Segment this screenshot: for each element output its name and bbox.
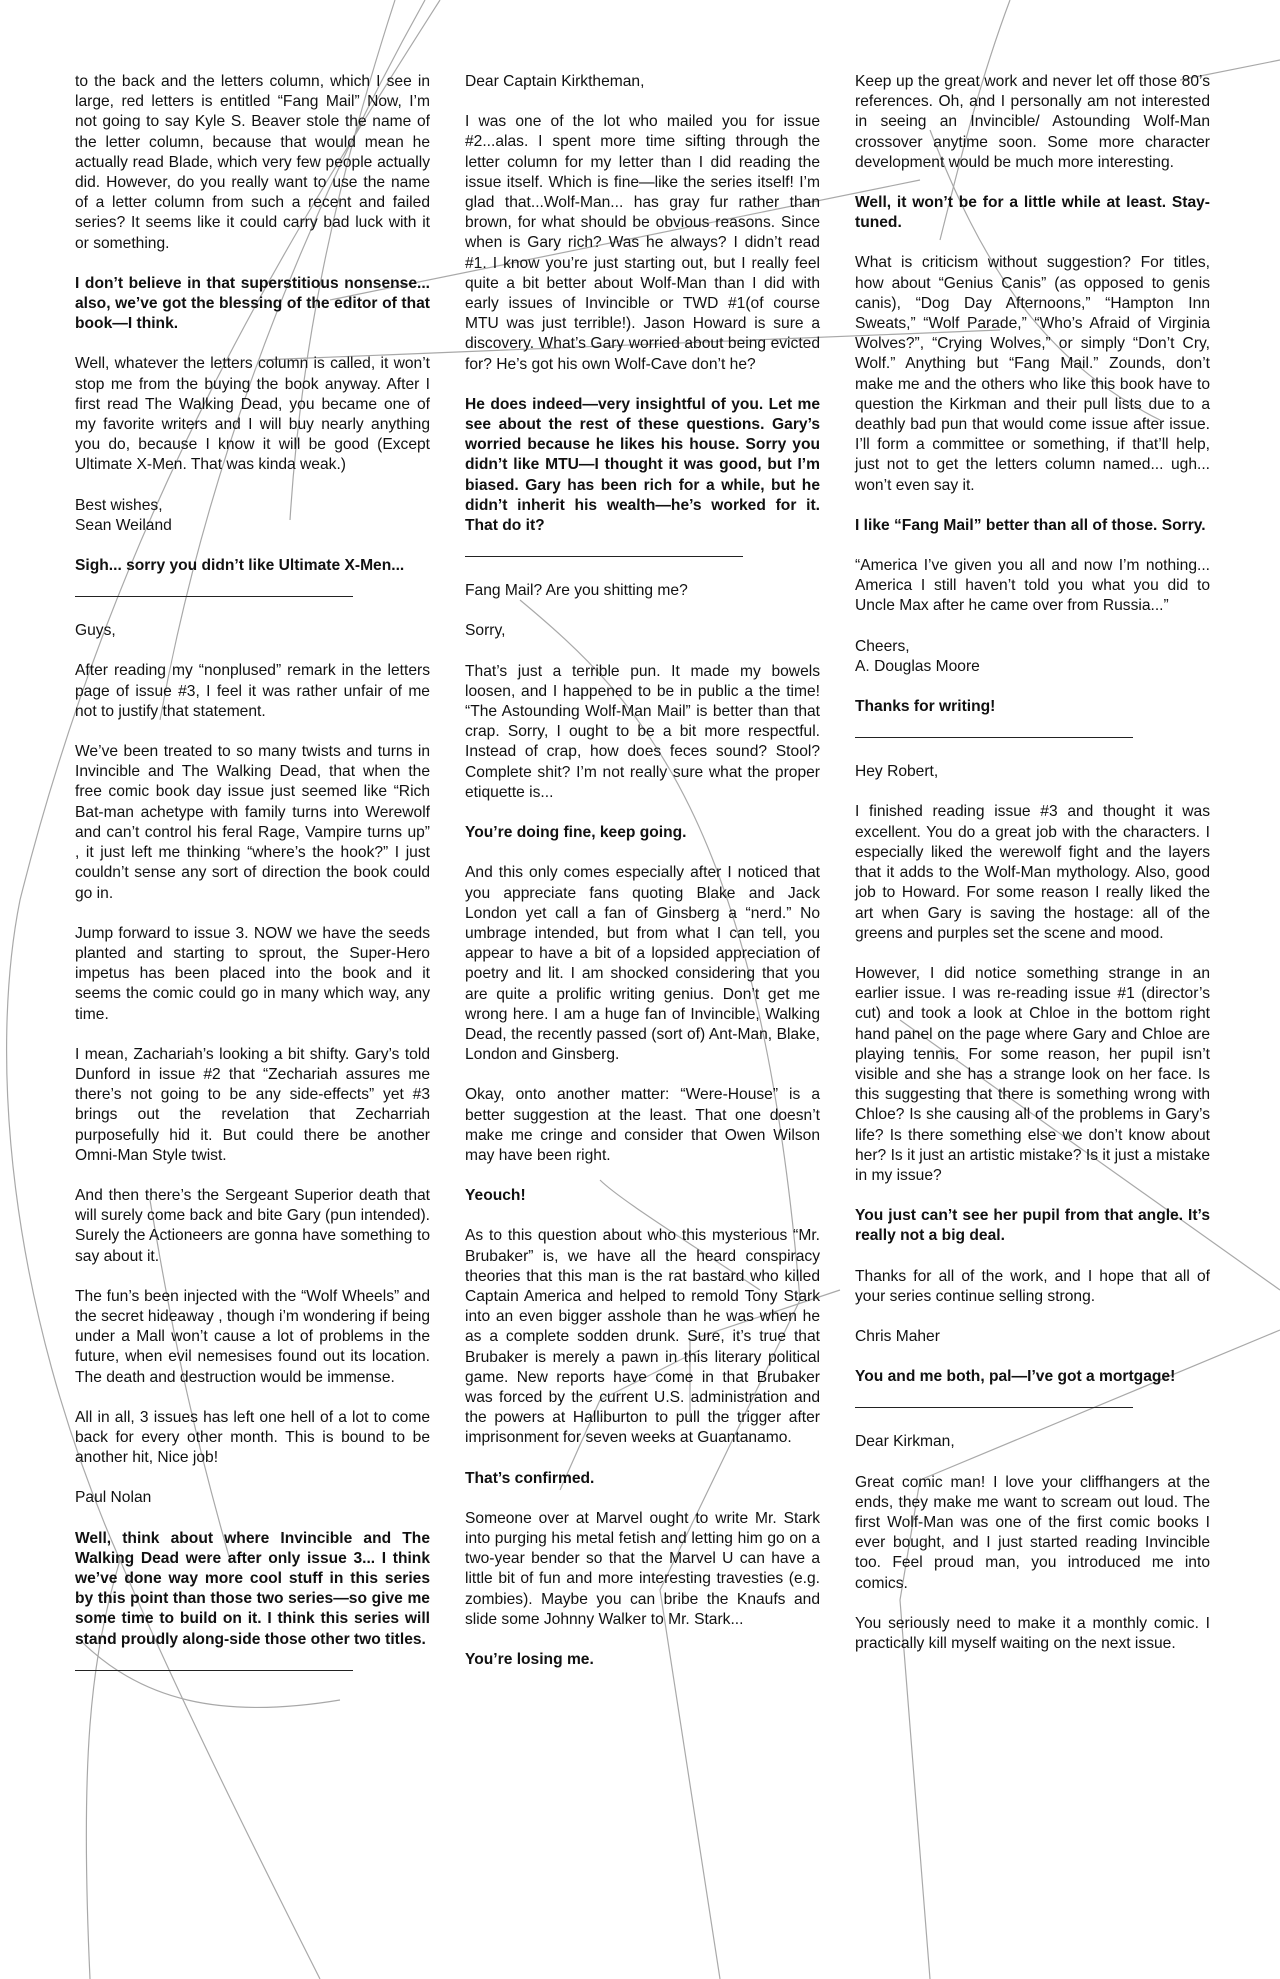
editor-reply: I don’t believe in that superstitious nonsense... also, we’ve got the blessing of the editor of that book—I think.	[75, 274, 430, 333]
letter-paragraph: What is criticism without suggestion? For titles, how about “Genius Canis” (as opposed to genis canis), “Dog Day Afternoons,” “Hampton Inn Sweats,” “Wolf Parade,” “Who’s Afraid of Virginia Wolves?”, “Crying Wolves,” or simply “Don’t Cry, Wolf.” Anything but “Fang Mail.” Zounds, don’t make me and the others who like this book have to question the Kirkman and their pull lists due to a deathly bad pun that would come issue after issue. I’ll form a committee or something, if that’ll help, just not to get the letters column named... ugh... won’t even say it.	[855, 254, 1210, 494]
letter-paragraph: Dear Kirkman,	[855, 1433, 955, 1451]
letter-paragraph: Someone over at Marvel ought to write Mr. Stark into purging his metal fetish and letting him go on a two-year bender so that the Marvel U can have a little bit of fun and more interesting travesties (e.g. zombies). Maybe you can bribe the Knaufs and slide some Johnny Walker to Mr. Stark...	[465, 1509, 820, 1628]
editor-reply: You’re doing fine, keep going.	[465, 824, 687, 842]
editor-reply: Well, it won’t be for a little while at least. Stay-tuned.	[855, 194, 1210, 232]
letter-signature	[75, 496, 430, 536]
editor-reply: Sigh... sorry you didn’t like Ultimate X-Men...	[75, 557, 405, 575]
letter-paragraph: I was one of the lot who mailed you for issue #2...alas. I spent more time sifting through the letter column for my letter than I did reading the issue itself. Which is fine—like the series itself! I’m glad that...Wolf-Man... has gray fur rather than brown, for what should be obvious reasons. Since when is Gary rich? Was he always? I didn’t read #1. I know you’re just starting out, but I really feel quite a bit better about Wolf-Man than I did with early issues of Invincible or TWD #1(of course MTU was just terrible!). Jason Howard is sure a discovery. What’s Gary worried about being evicted for? He’s got his own Wolf-Cave don’t he?	[465, 113, 820, 373]
letter-paragraph: The fun’s been injected with the “Wolf Wheels” and the secret hideaway , though i’m wondering if being under a Mall won’t cause a lot of problems in the future, when evil nemesises found out its location. The death and destruction would be immense.	[75, 1287, 430, 1386]
section-divider	[75, 1670, 353, 1671]
letter-signature	[855, 637, 1210, 677]
signature-line: A. Douglas Moore	[855, 657, 980, 675]
letter-paragraph: You seriously need to make it a monthly comic. I practically kill myself waiting on the next issue.	[855, 1614, 1210, 1652]
letter-paragraph: And then there’s the Sergeant Superior death that will surely come back and bite Gary (pun intended). Surely the Actioneers are gonna have something to say about it.	[75, 1186, 430, 1265]
section-divider	[855, 1407, 1133, 1408]
letter-paragraph: Jump forward to issue 3. NOW we have the seeds planted and starting to sprout, the Super-Hero impetus has been placed into the book and it seems the comic could go in many which way, any time.	[75, 924, 430, 1023]
letter-paragraph: I mean, Zachariah’s looking a bit shifty. Gary’s told Dunford in issue #2 that “Zechariah assures me there’s not going to be any side-effects” yet #3 brings out the revelation that Zecharriah purposefully hid it. But could there be another Omni-Man Style twist.	[75, 1045, 430, 1164]
editor-reply: That’s confirmed.	[465, 1469, 595, 1487]
signature-line: Best wishes,	[75, 496, 163, 514]
letter-paragraph: Paul Nolan	[75, 1489, 152, 1507]
letter-paragraph: Okay, onto another matter: “Were-House” is a better suggestion at the least. That one doesn’t make me cringe and consider that Owen Wilson may have been right.	[465, 1086, 820, 1164]
letter-paragraph: And this only comes especially after I noticed that you appreciate fans quoting Blake and Jack London yet call a fan of Ginsberg a “nerd.” No umbrage intended, but from what I can tell, you appear to have a bit of a lopsided appreciation of poetry and lit. I am shocked considering that you are quite a prolific writing genius. Don’t get me wrong here. I am a huge fan of Invincible, Walking Dead, the recently passed (sort of) Ant-Man, Blake, London and Ginsberg.	[465, 864, 820, 1064]
letter-paragraph: We’ve been treated to so many twists and turns in Invincible and The Walking Dead, that when the free comic book day issue just seemed like “Rich Bat-man achetype with family turns into Werewolf and can’t control his feral Rage, Vampire turns up” , it just left me thinking “where’s the hook?” I just couldn’t sense any sort of direction the book could go in.	[75, 743, 430, 902]
letters-column-left	[75, 72, 430, 1695]
section-divider	[465, 556, 743, 557]
signature-line: Sean Weiland	[75, 516, 172, 534]
letter-paragraph: to the back and the letters column, which I see in large, red letters is entitled “Fang Mail” Now, I’m not going to say Kyle S. Beaver stole the name of the letter column, because that would mean he actually read Blade, which very few people actually did. However, do you really want to use the name of a letter column from such a recent and failed series? It seems like it could carry bad luck with it or something.	[75, 73, 430, 252]
editor-reply: I like “Fang Mail” better than all of those. Sorry.	[855, 516, 1206, 534]
letter-paragraph: Thanks for all of the work, and I hope that all of your series continue selling strong.	[855, 1267, 1210, 1305]
editor-reply: He does indeed—very insightful of you. Let me see about the rest of these questions. Gary’s worried because he likes his house. Sorry you didn’t like MTU—I thought it was good, but I’m biased. Gary has been rich for a while, but he didn’t inherit his wealth—he’s worked for it. That do it?	[465, 395, 820, 535]
letter-paragraph: All in all, 3 issues has left one hell of a lot to come back for every other month. This is bound to be another hit, Nice job!	[75, 1408, 430, 1467]
letters-column-right	[855, 72, 1210, 1674]
letter-paragraph: As to this question about who this mysterious “Mr. Brubaker” is, we have all the heard conspiracy theories that this man is the rat bastard who killed Captain America and helped to remold Tony Stark into an even bigger asshole than he was when he as a complete sodden drunk. Sure, it’s true that Brubaker is merely a pawn in this literary political game. New reports have come in that Brubaker was forced by the current U.S. administration and the powers at Halliburton to pull the trigger after imprisonment for seven weeks at Guantanamo.	[465, 1227, 820, 1447]
editor-reply: You’re losing me.	[465, 1651, 594, 1668]
letters-column-middle	[465, 72, 820, 1690]
letter-paragraph: Guys,	[75, 622, 116, 640]
editor-reply: Well, think about where Invincible and The Walking Dead were after only issue 3... I think we’ve done way more cool stuff in this series by this point than those two series—so give me some time to build on it. I think this series will stand proudly along-side those other two titles.	[75, 1529, 430, 1648]
letter-paragraph: Hey Robert,	[855, 763, 939, 781]
letter-paragraph: Well, whatever the letters column is called, it won’t stop me from the buying the book anyway. After I first read The Walking Dead, you became one of my favorite writers and I will buy nearly anything you do, because I know it will be good (Except Ultimate X-Men. That was kinda weak.)	[75, 355, 430, 474]
editor-reply: You and me both, pal—I’ve got a mortgage!	[855, 1368, 1176, 1386]
letter-paragraph: Sorry,	[465, 622, 506, 640]
editor-reply: Thanks for writing!	[855, 698, 996, 716]
signature-line: Cheers,	[855, 637, 910, 655]
letter-paragraph: Great comic man! I love your cliffhangers at the ends, they make me want to scream out loud. The first Wolf-Man was one of the first comic books I ever bought, and I just started reading Invincible too. Feel proud man, you introduced me into comics.	[855, 1473, 1210, 1592]
letter-paragraph: Dear Captain Kirktheman,	[465, 73, 645, 90]
letter-paragraph: Fang Mail? Are you shitting me?	[465, 582, 688, 600]
editor-reply: Yeouch!	[465, 1187, 526, 1205]
letter-paragraph: “America I’ve given you all and now I’m nothing... America I still haven’t told you what you did to Uncle Max after he came over from Russia...”	[855, 557, 1210, 615]
letter-paragraph: Chris Maher	[855, 1327, 940, 1345]
letter-paragraph: Keep up the great work and never let off those 80’s references. Oh, and I personally am not interested in seeing an Invincible/ Astounding Wolf-Man crossover anytime soon. Some more character development would be much more interesting.	[855, 73, 1210, 171]
letter-paragraph: However, I did notice something strange in an earlier issue. I was re-reading issue #1 (director’s cut) and took a look at Chloe in the bottom right hand panel on the page where Gary and Chloe are playing tennis. For some reason, her pupil isn’t visible and she has a strange look on her face. Is this suggesting that there is something wrong with Chloe? Is she causing all of the problems in Gary’s life? Is there something else we don’t know about her? Is it just an artistic mistake? Is it just a mistake in my issue?	[855, 964, 1210, 1184]
section-divider	[75, 596, 353, 597]
letter-paragraph: After reading my “nonplused” remark in the letters page of issue #3, I feel it was rather unfair of me not to justify that statement.	[75, 662, 430, 720]
letter-paragraph: I finished reading issue #3 and thought it was excellent. You do a great job with the characters. I especially liked the werewolf fight and the layers that it adds to the Wolf-Man mythology. Also, good job to Howard. For some reason I really liked the art when Gary is saving the hostage: all of the greens and purples set the scene and mood.	[855, 803, 1210, 942]
letter-paragraph: That’s just a terrible pun. It made my bowels loosen, and I happened to be in public a the time! “The Astounding Wolf-Man Mail” is better than that crap. Sorry, I ought to be a bit more respectful. Instead of crap, how does feces sound? Stool? Complete shit? I’m not really sure what the proper etiquette is...	[465, 662, 820, 801]
section-divider	[855, 737, 1133, 738]
editor-reply: You just can’t see her pupil from that angle. It’s really not a big deal.	[855, 1207, 1210, 1245]
